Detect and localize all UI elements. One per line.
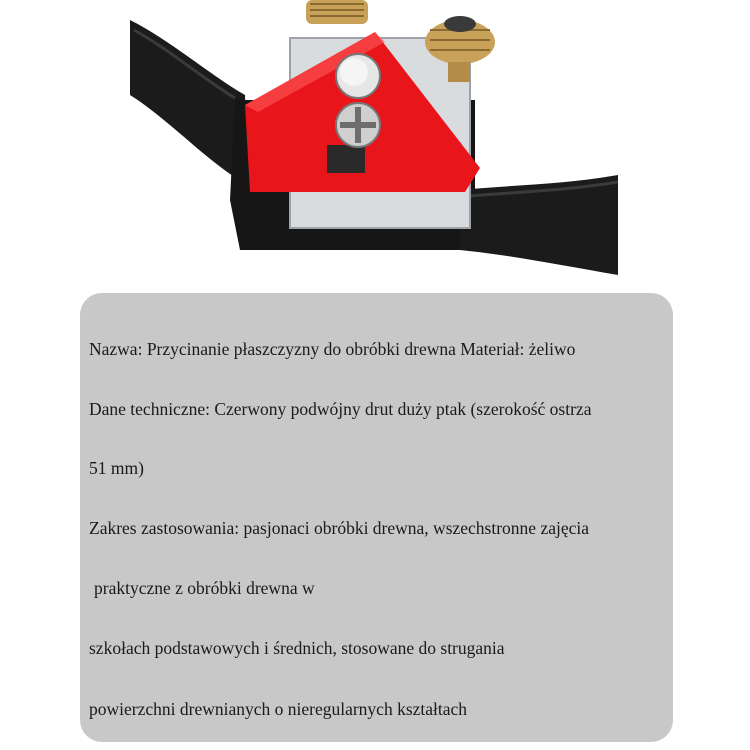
technical-data-line-cont: 51 mm) (89, 458, 144, 478)
product-photo (130, 0, 618, 282)
name-material-line: Nazwa: Przycinanie płaszczyzny do obróbki drewna Materiał: żeliwo (89, 339, 576, 359)
scope-line-cont-3: powierzchni drewnianych o nieregularnych kształtach (89, 699, 468, 719)
scope-line: Zakres zastosowania: pasjonaci obróbki drewna, wszechstronne zajęcia (89, 518, 590, 538)
spokeshave-illustration (130, 0, 618, 282)
technical-data-line: Dane techniczne: Czerwony podwójny drut duży ptak (szerokość ostrza (89, 399, 592, 419)
scope-line-cont: praktyczne z obróbki drewna w (94, 578, 315, 598)
left-handle (130, 20, 248, 185)
scope-line-cont-2: szkołach podstawowych i średnich, stosowane do strugania (89, 638, 505, 658)
description-card (80, 293, 673, 742)
